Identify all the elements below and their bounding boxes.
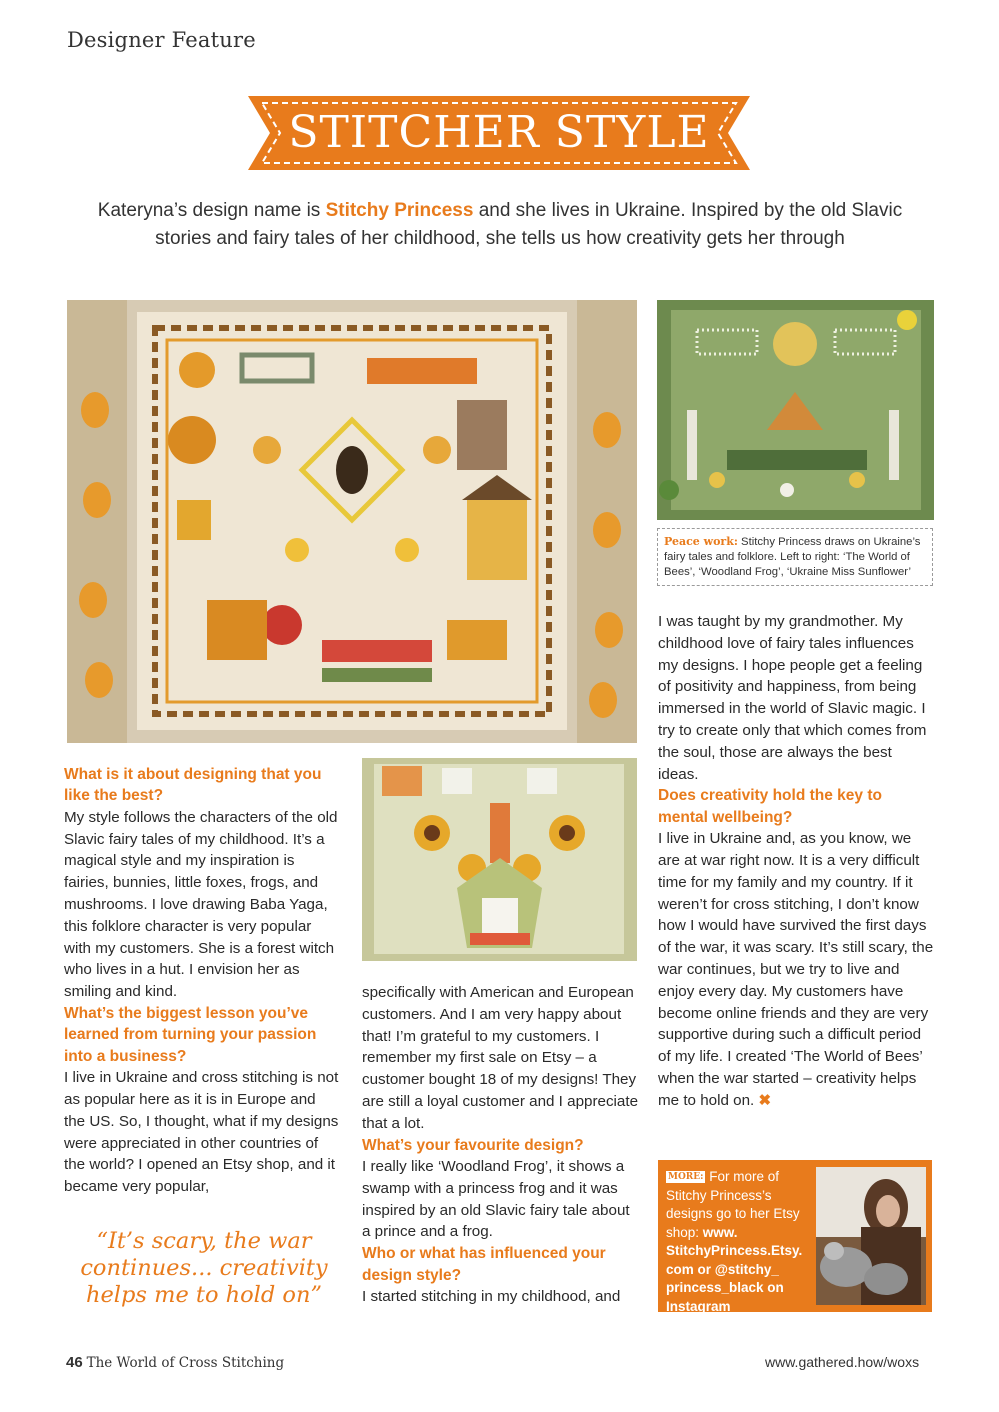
more-tag: MORE: [668,1172,704,1182]
intro-paragraph [95,197,905,253]
question-heading: What’s the biggest lesson you’ve learned from turning your passion into a business? [64,1004,317,1065]
more-info-text [666,1168,816,1316]
answer-paragraph: I started stitching in my childhood, and [362,1287,621,1305]
photo-caption [657,528,933,586]
designer-portrait-photo [816,1167,926,1305]
footer-url[interactable]: www.gathered.how/woxs [765,1354,920,1370]
answer-text: I live in Ukraine and, as you know, we are at war right now. It is a very difficult time for my family and my country. If it weren’t for cross stitching, I don’t know how I would have survived the first days of the war, it was scary. It’s still scary, the war continues, but we try to live and enjoy every day. My customers have become online friends and they are very supportive during such a difficult period of my life. I created ‘The World of Bees’ when the war started – creativity helps me to hold on. [658,830,934,1109]
miss-sunflower-photo [362,758,637,961]
designer-name: Stitchy Princess [325,200,474,221]
footer-left [66,1354,284,1371]
answer-paragraph [658,828,936,1111]
bees-sampler-photo [67,300,637,743]
question-heading: What is it about designing that you like the best? [64,766,322,805]
title-banner [248,92,750,174]
answer-paragraph: specifically with American and European customers. And I am very happy about that! I’m grateful to my customers. I remember my first sale on Etsy – a customer bought 18 of my designs! They are still a loyal customer and I appreciate that a lot. [362,984,639,1132]
caption-text: Stitchy Princess draws on Ukraine’s fairy tales and folklore. Left to right: ‘The World of Bees’, ‘Woodland Frog’, ‘Ukraine Miss Sunflower’ [664,536,921,578]
intro-after: and she lives in Ukraine. Inspired by the old Slavic stories and fairy tales of her childhood, she tells us how creativity gets her through [155,200,903,249]
column-right [658,611,936,1112]
section-label: Designer Feature [67,28,256,52]
question-heading: Does creativity hold the key to mental wellbeing? [658,787,882,826]
more-info-box [658,1160,932,1312]
answer-paragraph: I live in Ukraine and cross stitching is not as popular here as it is in Europe and the US. So, I thought, what if my designs were appreciated in other countries of the world? I opened an Etsy shop, and it became very popular, [64,1069,339,1196]
woodland-frog-photo [657,300,934,520]
intro-before: Kateryna’s design name is [97,200,326,221]
more-info-body: For more of Stitchy Princess’s designs go to her Etsy shop: [666,1169,800,1240]
answer-paragraph: My style follows the characters of the old Slavic fairy tales of my childhood. It’s a magical style and my inspiration is fairies, bunnies, little foxes, frogs, and mushrooms. I love drawing Baba Yaga, this folklore character is very popular with my customers. She is a forest witch who lives in a hut. I envision her as smiling and kind. [64,808,338,1001]
magazine-name: The World of Cross Stitching [86,1355,285,1371]
column-middle [362,982,640,1308]
page-number: 46 [66,1354,83,1371]
question-heading: Who or what has influenced your design style? [362,1245,606,1284]
answer-paragraph: I was taught by my grandmother. My childhood love of fairy tales influences my designs. I hope people get a feeling of positivity and happiness, from being immersed in the world of Slavic magic. I try to create only that which comes from the soul, those are always the best ideas. [658,613,927,783]
answer-paragraph: I really like ‘Woodland Frog’, it shows a swamp with a princess frog and it was inspired by an old Slavic fairy tale about a prince and a frog. [362,1157,630,1241]
pull-quote: “It’s scary, the war continues... creativity helps me to hold on” [80,1228,328,1308]
caption-lead: Peace work: [664,535,738,548]
cross-stitch-end-icon: ✖ [758,1091,772,1109]
shop-link[interactable]: www. StitchyPrincess.Etsy. com or @stitchy_ princess_black on Instagram [666,1224,803,1314]
column-left [64,764,340,1198]
question-heading: What’s your favourite design? [362,1136,584,1154]
page-title: STITCHER STYLE [288,107,710,158]
